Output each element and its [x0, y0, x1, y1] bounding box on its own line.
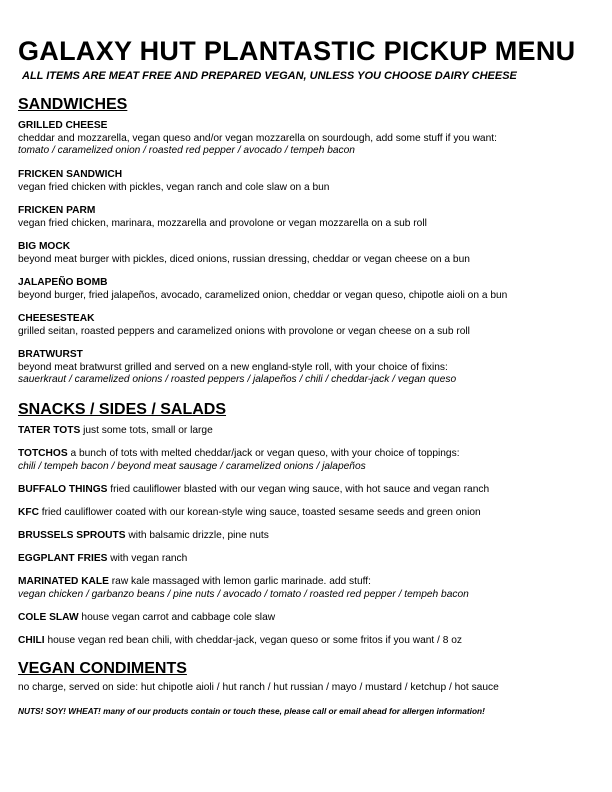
menu-item-cole-slaw [18, 612, 598, 625]
menu-subtitle: ALL ITEMS ARE MEAT FREE AND PREPARED VEGAN, UNLESS YOU CHOOSE DAIRY CHEESE [22, 70, 517, 82]
item-description: raw kale massaged with lemon garlic marinade. add stuff: [111, 576, 371, 587]
item-name: FRICKEN PARM [18, 205, 96, 216]
item-description: fried cauliflower blasted with our vegan wing sauce, with hot sauce and vegan ranch [110, 484, 490, 495]
item-description: a bunch of tots with melted cheddar/jack or vegan queso, with your choice of toppings: [70, 448, 460, 459]
menu-item-grilled-cheese [18, 120, 598, 158]
item-options: tomato / caramelized onion / roasted red pepper / avocado / tempeh bacon [18, 145, 355, 156]
item-description: with balsamic drizzle, pine nuts [128, 530, 269, 541]
snacks-heading: SNACKS / SIDES / SALADS [18, 401, 227, 418]
item-name: CHILI [18, 635, 45, 646]
item-description: house vegan carrot and cabbage cole slaw [81, 612, 276, 623]
menu-item-marinated-kale [18, 576, 598, 601]
item-description: beyond meat burger with pickles, diced onions, russian dressing, cheddar or vegan cheese on a bun [18, 253, 470, 265]
condiments-text: no charge, served on side: hut chipotle aioli / hut ranch / hut russian / mayo / mustard / ketchup / hot sauce [18, 682, 499, 693]
item-description: just some tots, small or large [83, 425, 213, 436]
allergen-notice: NUTS! SOY! WHEAT! many of our products contain or touch these, please call or email ahead for allergen information! [18, 706, 485, 716]
menu-item-chili [18, 635, 598, 648]
menu-item-totchos [18, 448, 598, 473]
item-name: BRUSSELS SPROUTS [18, 530, 126, 541]
item-name: TOTCHOS [18, 448, 68, 459]
item-name: KFC [18, 507, 39, 518]
menu-item-jalapeno-bomb [18, 277, 598, 302]
item-description: fried cauliflower coated with our korean-style wing sauce, toasted sesame seeds and green onion [41, 507, 481, 518]
item-name: COLE SLAW [18, 612, 79, 623]
menu-item-kfc [18, 507, 598, 520]
condiments-list [18, 682, 598, 695]
item-name: FRICKEN SANDWICH [18, 169, 123, 180]
item-name: GRILLED CHEESE [18, 120, 108, 131]
menu-item-eggplant-fries [18, 553, 598, 566]
menu-item-cheesesteak [18, 313, 598, 338]
menu-item-tater-tots [18, 425, 598, 438]
item-description: beyond meat bratwurst grilled and served on a new england-style roll, with your choice of fixins: [18, 361, 448, 373]
item-name: BUFFALO THINGS [18, 484, 108, 495]
sandwiches-heading: SANDWICHES [18, 96, 128, 113]
item-description: vegan fried chicken with pickles, vegan ranch and cole slaw on a bun [18, 181, 330, 193]
item-name: CHEESESTEAK [18, 313, 95, 324]
item-description: grilled seitan, roasted peppers and caramelized onions with provolone or vegan cheese on a sub roll [18, 325, 470, 337]
condiments-heading: VEGAN CONDIMENTS [18, 660, 187, 677]
item-description: house vegan red bean chili, with cheddar-jack, vegan queso or some fritos if you want / 8 oz [47, 635, 462, 646]
item-description: cheddar and mozzarella, vegan queso and/or vegan mozzarella on sourdough, add some stuff if you want: [18, 132, 497, 144]
item-name: BIG MOCK [18, 241, 71, 252]
item-name: JALAPEÑO BOMB [18, 277, 108, 288]
menu-item-bratwurst [18, 349, 598, 387]
item-options: vegan chicken / garbanzo beans / pine nuts / avocado / tomato / roasted red pepper / tempeh bacon [18, 588, 469, 600]
item-description: beyond burger, fried jalapeños, avocado, caramelized onion, cheddar or vegan queso, chipotle aioli on a bun [18, 289, 508, 301]
item-description: with vegan ranch [110, 553, 188, 564]
item-name: MARINATED KALE [18, 576, 109, 587]
menu-item-fricken-parm [18, 205, 598, 230]
item-name: BRATWURST [18, 349, 83, 360]
menu-item-buffalo-things [18, 484, 598, 497]
item-options: chili / tempeh bacon / beyond meat sausage / caramelized onions / jalapeños [18, 460, 366, 472]
item-options: sauerkraut / caramelized onions / roasted peppers / jalapeños / chili / cheddar-jack / vegan queso [18, 374, 457, 385]
menu-item-brussels-sprouts [18, 530, 598, 543]
menu-item-fricken-sandwich [18, 169, 598, 194]
item-description: vegan fried chicken, marinara, mozzarella and provolone or vegan mozzarella on a sub roll [18, 217, 427, 229]
item-name: TATER TOTS [18, 425, 81, 436]
menu-item-big-mock [18, 241, 598, 266]
item-name: EGGPLANT FRIES [18, 553, 108, 564]
menu-title: GALAXY HUT PLANTASTIC PICKUP MENU [18, 36, 576, 66]
